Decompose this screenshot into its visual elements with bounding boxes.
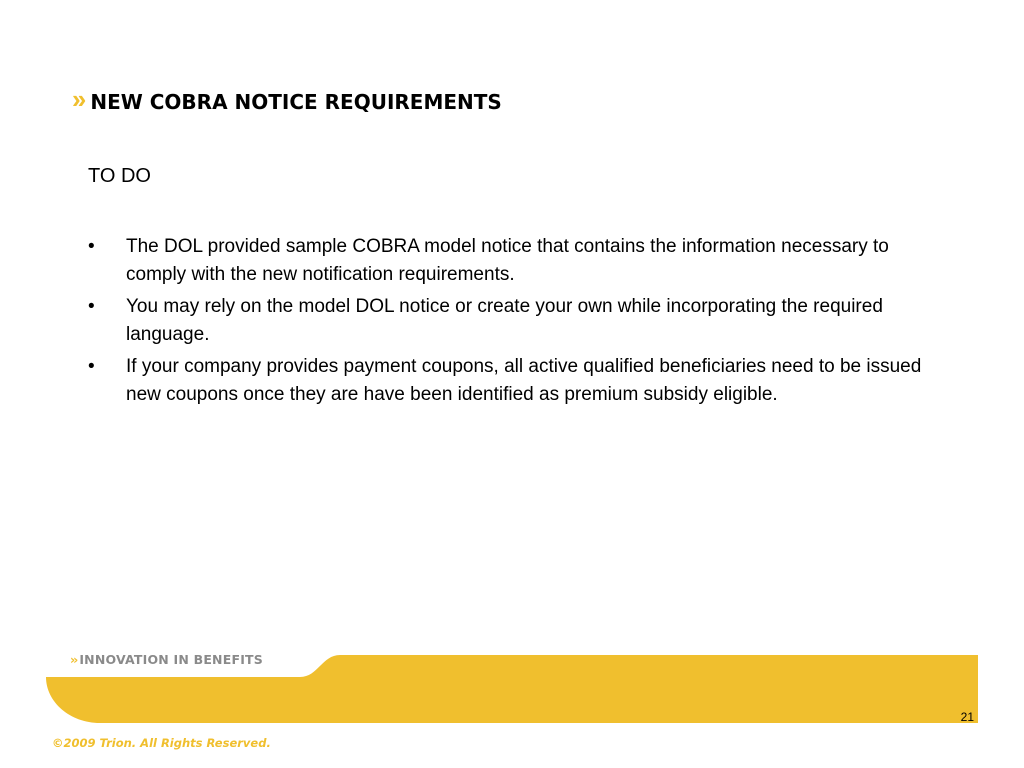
slide-title: NEW COBRA NOTICE REQUIREMENTS [90,90,502,114]
footer-tagline-text: INNOVATION IN BENEFITS [79,652,263,667]
bullet-dot-icon: • [88,296,95,317]
bullet-text: You may rely on the model DOL notice or create your own while incorporating the required language. [126,296,883,345]
page-number: 21 [960,710,974,724]
bullet-item [88,293,938,349]
footer-tagline [70,652,263,667]
double-chevron-right-icon: ›› [70,652,77,667]
double-chevron-right-icon: ›› [72,84,84,114]
bullet-item [88,233,938,289]
bullet-dot-icon: • [88,356,95,377]
double-chevron-right-icon: ›› [945,707,953,724]
bullet-text: If your company provides payment coupons, all active qualified beneficiaries need to be issued new coupons once they are have been identified as premium subsidy eligible. [126,356,922,405]
copyright-notice: ©2009 Trion. All Rights Reserved. [52,736,271,750]
page-indicator [946,708,974,726]
bullet-item [88,353,938,409]
bullet-dot-icon: • [88,236,95,257]
bullet-text: The DOL provided sample COBRA model notice that contains the information necessary to comply with the new notification requirements. [126,236,889,285]
bullet-list [88,233,938,413]
section-subheading: TO DO [88,165,151,187]
slide-header [72,84,502,116]
